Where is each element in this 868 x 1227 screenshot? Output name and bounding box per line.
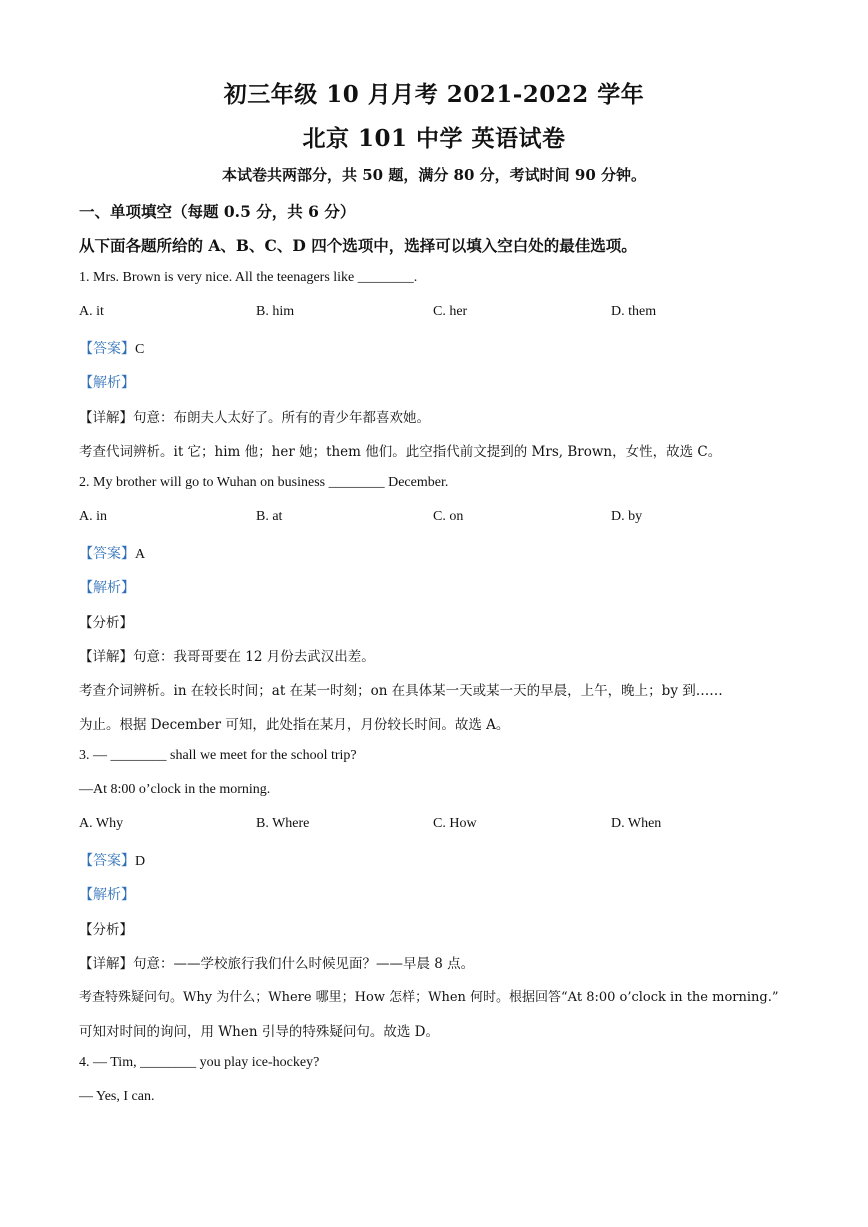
q2-option-d: D. by [611,509,643,524]
q1-option-a: A. it [79,304,104,319]
q3-option-a: A. Why [79,816,124,831]
q3-fenxi-line: 【分析】 [79,922,133,938]
q2-explanation-1: 考查介词辨析。in 在较长时间；at 在某一时刻；on 在具体某一天或某一天的早晨，上午，晚上；by 到…… [79,683,723,699]
q3-explanation-2: 可知对时间的询问，用 When 引导的特殊疑问句。故选 D。 [79,1024,439,1040]
question-1-stem: 1. Mrs. Brown is very nice. All the teenagers like ________. [79,270,418,285]
q3-option-c: C. How [433,816,477,831]
section-instruction: 从下面各题所给的 A、B、C、D 四个选项中，选择可以填入空白处的最佳选项。 [79,236,637,255]
detail-label: 【详解】 [79,956,133,972]
question-3-stem: 3. — ________ shall we meet for the school trip? [79,748,357,763]
q2-analysis-line [79,577,135,597]
q3-analysis-line [79,884,135,904]
page-subtitle: 北京 101 中学 英语试卷 [302,125,566,152]
q1-option-c: C. her [433,304,468,319]
q3-detail: 句意：——学校旅行我们什么时候见面？——早晨 8 点。 [133,956,475,972]
detail-label: 【详解】 [79,410,133,426]
analysis-label: 【解析】 [79,376,135,391]
q2-option-a: A. in [79,509,107,524]
q2-answer: A [135,547,146,562]
q3-option-b: B. Where [256,816,310,831]
q1-answer: C [135,342,145,357]
detail-label: 【详解】 [79,649,133,665]
section-heading: 一、单项填空（每题 0.5 分，共 6 分） [79,202,356,221]
q1-detail: 句意：布朗夫人太好了。所有的青少年都喜欢她。 [133,410,430,426]
question-4-reply: — Yes, I can. [79,1089,155,1104]
page-title: 初三年级 10 月月考 2021-2022 学年 [223,81,645,108]
q3-option-d: D. When [611,816,662,831]
q3-detail-line [79,952,474,972]
q3-answer: D [135,854,146,869]
q2-detail-line [79,645,375,665]
question-3-reply: —At 8:00 o’clock in the morning. [79,782,271,797]
q2-answer-line [79,543,145,563]
q2-explanation-2: 为止。根据 December 可知，此处指在某月，月份较长时间。故选 A。 [79,717,510,733]
q2-detail: 句意：我哥哥要在 12 月份去武汉出差。 [133,649,375,665]
q1-detail-line [79,406,430,426]
q3-explanation-1: 考查特殊疑问句。Why 为什么；Where 哪里；How 怎样；When 何时。根据回答“At 8:00 o’clock in the morning.” [79,990,779,1005]
exam-intro: 本试卷共两部分，共 50 题，满分 80 分，考试时间 90 分钟。 [222,166,646,184]
q3-answer-line [79,850,145,870]
answer-label: 【答案】 [79,342,135,357]
q1-explanation: 考查代词辨析。it 它；him 他；her 她；them 他们。此空指代前文提到的 Mrs, Brown，女性，故选 C。 [79,444,722,460]
q2-fenxi-line: 【分析】 [79,615,133,631]
q1-analysis-line [79,372,135,392]
q2-option-b: B. at [256,509,283,524]
answer-label: 【答案】 [79,854,135,869]
answer-label: 【答案】 [79,547,135,562]
q1-option-b: B. him [256,304,295,319]
analysis-label: 【解析】 [79,888,135,903]
q1-answer-line [79,338,144,358]
q2-option-c: C. on [433,509,464,524]
question-2-stem: 2. My brother will go to Wuhan on business ________ December. [79,475,449,490]
question-4-stem: 4. — Tim, ________ you play ice-hockey? [79,1055,320,1070]
q1-option-d: D. them [611,304,657,319]
analysis-label: 【解析】 [79,581,135,596]
